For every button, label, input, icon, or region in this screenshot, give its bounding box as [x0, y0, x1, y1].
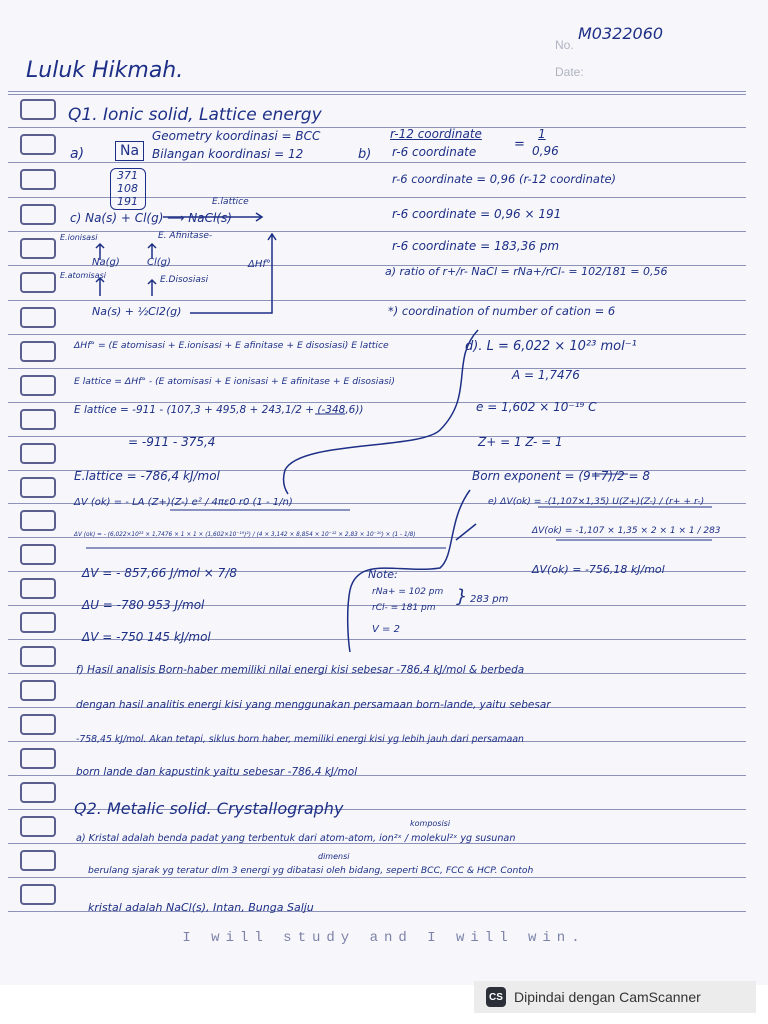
note-sum: 283 pm	[470, 594, 509, 605]
coordination-cation: *) coordination of number of cation = 6	[388, 304, 616, 318]
b-label: b)	[358, 147, 372, 162]
born-lande-step: ΔU = -780 953 J/mol	[82, 598, 205, 612]
ratio-value-den: 0,96	[532, 144, 559, 158]
atomisation-arrow	[96, 278, 104, 296]
student-number: M0322060	[578, 24, 664, 43]
equation-line: E lattice = -911 - (107,3 + 495,8 + 243,1/2 + (-348,6))	[74, 404, 364, 416]
camscanner-watermark	[474, 981, 756, 1013]
note-brace: }	[456, 586, 468, 607]
ratio-denominator: r-6 coordinate	[392, 145, 477, 159]
q2-paragraph-line: kristal adalah NaCl(s), Intan, Bunga Salju	[88, 901, 314, 914]
q2-annotation: komposisi	[410, 819, 451, 828]
cycle-e-disosiasi: E.Disosiasi	[160, 275, 209, 285]
q2-title: Q2. Metalic solid. Crystallography	[74, 799, 344, 818]
cycle-e-lattice: E.lattice	[212, 197, 249, 207]
coordination-number: Bilangan koordinasi = 12	[152, 147, 304, 161]
born-lande-substitution: ΔV (ok) = - (6,022×10²³ × 1,7476 × 1 × 1 × (1,602×10⁻¹⁹)²) / (4 × 3,142 × 8,854 × 10⁻¹² × 2,83 × 10⁻¹⁰) × (1 - 1/8)	[74, 532, 416, 538]
e-formula: e) ΔV(ok) = -(1,107×1,35) U(Z+)(Z-) / (r+ + r-)	[488, 496, 705, 507]
radius-value: 371	[117, 169, 138, 182]
ratio-numerator: r-12 coordinate	[390, 127, 482, 141]
q2-paragraph-line: a) Kristal adalah benda padat yang terbentuk dari atom-atom, ion²ˣ / molekul²ˣ yg susunan	[76, 833, 516, 844]
f-paragraph-line: born lande dan kapustink yaitu sebesar -786,4 kJ/mol	[76, 766, 358, 778]
d-avogadro: d). L = 6,022 × 10²³ mol⁻¹	[465, 339, 637, 354]
equation-line: E lattice = ΔHf° - (E atomisasi + E ionisasi + E afinitase + E disosiasi)	[74, 376, 395, 387]
cycle-cl-gas: Cl(g)	[147, 257, 171, 268]
bracket-tick	[456, 524, 476, 540]
equation-line: = -911 - 375,4	[128, 435, 216, 449]
d-charge: e = 1,602 × 10⁻¹⁹ C	[476, 400, 597, 414]
cycle-e-afinitas: E. Afinitase-	[158, 231, 213, 241]
born-lande-formula: ΔV (ok) = - LA (Z+)(Z-) e² / 4πε0 r0 (1 - 1/n)	[74, 497, 293, 508]
na-box: Na	[115, 141, 144, 161]
f-paragraph-line: -758,45 kJ/mol. Akan tetapi, siklus born haber, memiliki energi kisi yg lebih jauh dari persamaan	[76, 734, 524, 745]
b-line: r-6 coordinate = 183,36 pm	[392, 239, 560, 253]
f-paragraph-line: f) Hasil analisis Born-haber memiliki nilai energi kisi sebesar -786,4 kJ/mol & berbeda	[76, 664, 525, 676]
no-label: No.	[555, 38, 574, 52]
date-label: Date:	[555, 65, 584, 79]
ratio-equals: =	[514, 137, 525, 152]
e-result: ΔV(ok) = -756,18 kJ/mol	[532, 563, 665, 576]
radius-ratio: a) ratio of r+/r- NaCl = rNa+/rCl- = 102/181 = 0,56	[385, 265, 668, 278]
formation-arrow	[190, 234, 276, 313]
cycle-reaction: c) Na(s) + Cl(g) ⟶ NaCl(s)	[70, 211, 232, 225]
note-line: rCl- = 181 pm	[372, 603, 436, 613]
divider-curve	[284, 330, 478, 494]
student-name: Luluk Hikmah.	[26, 58, 184, 83]
equation-line: ΔHf° = (E atomisasi + E.ionisasi + E afinitase + E disosiasi) E lattice	[74, 340, 389, 351]
q2-annotation: dimensi	[318, 852, 350, 861]
cycle-e-ionisasi: E.ionisasi	[60, 233, 98, 242]
d-madelung: A = 1,7476	[512, 368, 580, 382]
q2-paragraph-line: berulang sjarak yg teratur dlm 3 energi yg dibatasi oleh bidang, seperti BCC, FCC & HCP. Contoh	[88, 865, 534, 876]
cycle-e-atomisasi: E.atomisasi	[60, 271, 107, 280]
affinity-arrow	[148, 244, 156, 258]
born-lande-result: ΔV = -750 145 kJ/mol	[82, 630, 211, 644]
camscanner-logo-icon: CS	[486, 987, 506, 1007]
note-title: Note:	[368, 568, 398, 581]
radius-value: 108	[117, 182, 138, 195]
d-ion-charges: Z+ = 1 Z- = 1	[478, 435, 563, 449]
ratio-value-num: 1	[538, 127, 546, 141]
b-line: r-6 coordinate = 0,96 × 191	[392, 207, 562, 221]
cycle-elements: Na(s) + ½Cl2(g)	[92, 305, 182, 318]
e-calculation: ΔV(ok) = -1,107 × 1,35 × 2 × 1 × 1 / 283	[532, 526, 721, 536]
ionisation-arrow	[96, 244, 104, 260]
f-paragraph-line: dengan hasil analitis energi kisi yang menggunakan persamaan born-lande, yaitu sebesar	[76, 699, 551, 711]
divider-curve	[348, 490, 470, 652]
born-lande-step: ΔV = - 857,66 J/mol × 7/8	[82, 566, 237, 580]
note-v: V = 2	[372, 624, 400, 635]
geometry-text: Geometry koordinasi = BCC	[152, 129, 321, 143]
notebook-motto: I will study and I will win.	[182, 930, 586, 946]
b-line: r-6 coordinate = 0,96 (r-12 coordinate)	[392, 172, 617, 186]
a-label: a)	[70, 146, 85, 162]
camscanner-text: Dipindai dengan CamScanner	[514, 989, 701, 1005]
cycle-delta-hf: ΔHf°	[248, 259, 271, 270]
lattice-energy-result: E.lattice = -786,4 kJ/mol	[74, 469, 220, 483]
dissociation-arrow	[148, 280, 156, 296]
radius-value: 191	[117, 195, 138, 208]
d-born-exponent: Born exponent = (9+7)/2 = 8	[472, 469, 651, 483]
q1-title: Q1. Ionic solid, Lattice energy	[68, 105, 322, 125]
cycle-na-gas: Na(g)	[92, 257, 120, 268]
note-line: rNa+ = 102 pm	[372, 587, 444, 597]
